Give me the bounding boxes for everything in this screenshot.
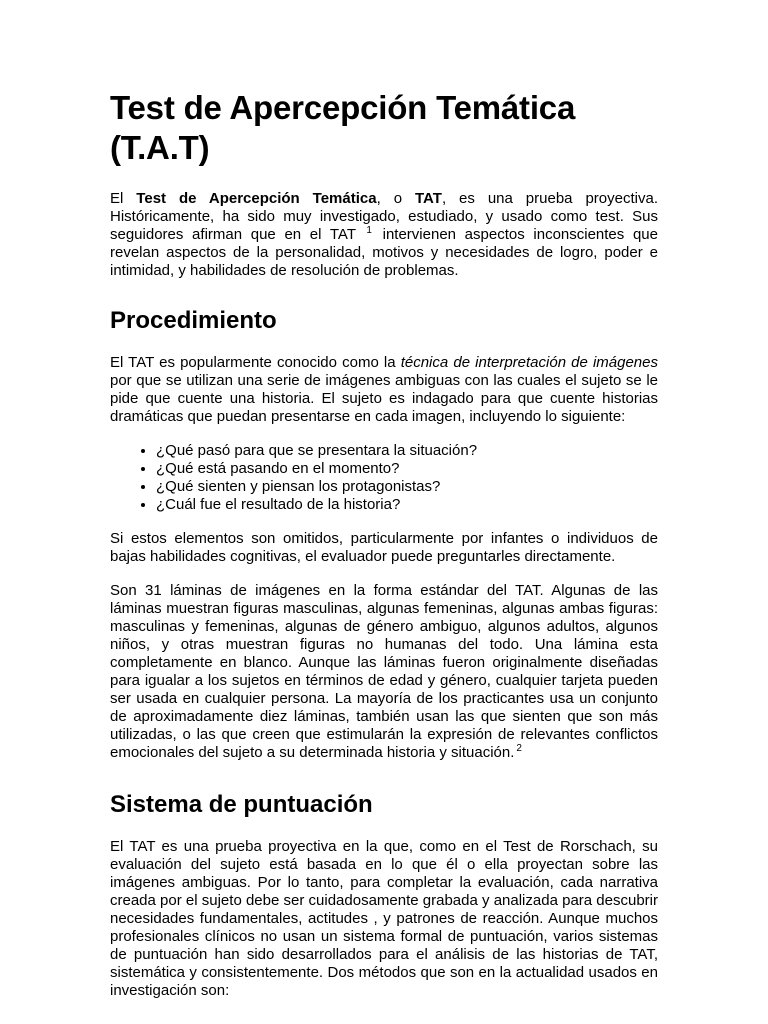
proc-p3-text: Son 31 láminas de imágenes en la forma estándar del TAT. Algunas de las láminas muestran figuras masculinas, algunas femeninas, algunas ambas figuras: masculinas y femeninas, algunas de género ambiguo, algunos adultos, algunos niños, y otras muestran figuras no humanas del todo. Una lámina esta completamente en blanco. Aunque las láminas fueron originalmente diseñadas para igualar a los sujetos en términos de edad y género, cualquier tarjeta pueden ser usada en cualquier persona. La mayoría de los practicantes usa un conjunto de aproximadamente diez láminas, también usan las que sienten que son más utilizadas, o las que creen que estimularán la expresión de relevantes conflictos emocionales del sujeto a su determinada historia y situación.: [110, 582, 658, 761]
proc-italic-term: técnica de interpretación de imágenes: [400, 354, 658, 371]
intro-text-2: , o: [376, 190, 415, 207]
intro-text-3: , es una prueba proyectiva. Históricamente, ha sido muy investigado, estudiado, y usado como test. Sus seguidores afirman que en el TAT: [110, 190, 658, 243]
procedimiento-paragraph-2: Si estos elementos son omitidos, particularmente por infantes o individuos de bajas habilidades cognitivas, el evaluador puede preguntarles directamente.: [110, 530, 658, 565]
proc-text-1: El TAT es popularmente conocido como la: [110, 354, 401, 371]
section-heading-sistema: Sistema de puntuación: [110, 791, 373, 818]
section-heading-procedimiento: Procedimiento: [110, 307, 277, 334]
intro-bold-tat: TAT: [415, 190, 442, 207]
intro-text-4: intervienen aspectos inconscientes que revelan aspectos de la personalidad, motivos y necesidades de logro, poder e intimidad, y habilidades de resolución de problemas.: [110, 226, 658, 279]
proc-text-2: por que se utilizan una serie de imágenes ambiguas con las cuales el sujeto se le pide que cuente una historia. El sujeto es indagado para que cuente historias dramáticas que puedan presentarse en cada imagen, incluyendo lo siguiente:: [110, 372, 658, 425]
document-title: Test de Apercepción Temática (T.A.T): [110, 89, 576, 166]
list-item: • ¿Qué sienten y piensan los protagonistas?: [156, 478, 658, 496]
list-item: • ¿Qué pasó para que se presentara la situación?: [156, 442, 658, 460]
list-item: • ¿Qué está pasando en el momento?: [156, 460, 658, 478]
intro-text-1: El: [110, 190, 137, 207]
intro-bold-test-name: Test de Apercepción Temática: [136, 190, 377, 207]
footnote-ref-1[interactable]: 1: [366, 225, 372, 236]
intro-paragraph: [110, 190, 658, 280]
procedimiento-paragraph-3: [110, 582, 658, 762]
sistema-paragraph-1: El TAT es una prueba proyectiva en la que, como en el Test de Rorschach, su evaluación del sujeto está basada en lo que él o ella proyectan sobre las imágenes ambiguas. Por lo tanto, para completar la evaluación, cada narrativa creada por el sujeto debe ser cuidadosamente grabada y analizada para descubrir necesidades fundamentales, actitudes , y patrones de reacción. Aunque muchos profesionales clínicos no usan un sistema formal de puntuación, varios sistemas de puntuación han sido desarrollados para el análisis de las historias de TAT, sistemática y consistentemente. Dos métodos que son en la actualidad usados en investigación son:: [110, 838, 658, 999]
procedimiento-paragraph-1: [110, 354, 658, 426]
list-item: • ¿Cuál fue el resultado de la historia?: [156, 496, 658, 514]
question-list: [110, 442, 658, 514]
footnote-ref-2[interactable]: 2: [516, 743, 522, 754]
